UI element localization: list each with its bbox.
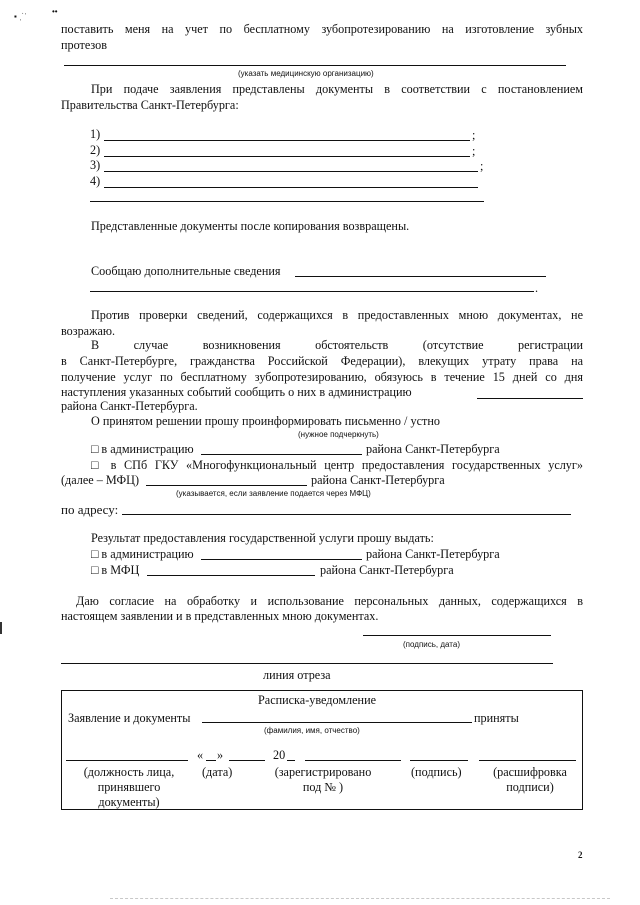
address-label: по адресу: <box>61 502 119 517</box>
additional-field[interactable] <box>90 291 534 292</box>
documents-intro: Правительства Санкт-Петербурга: <box>61 98 239 112</box>
obligation-line <box>91 338 583 354</box>
separator: ; <box>480 159 484 173</box>
consent-check-text: возражаю. <box>61 324 116 338</box>
word: регистрации <box>518 338 583 352</box>
address-field[interactable] <box>122 514 571 515</box>
result-mfc-field[interactable] <box>147 575 315 576</box>
personal-data-consent: настоящем заявлении и в представленных мною документах. <box>61 609 379 623</box>
cut-line <box>61 663 553 664</box>
field-caption: (указать медицинскую организацию) <box>238 69 374 78</box>
receipt-decode-field[interactable] <box>479 760 576 761</box>
notify-option-administration[interactable]: □ в администрацию <box>91 442 194 456</box>
notify-option-mfc[interactable]: □ в СПб ГКУ «Многофункциональный центр предоставления государственных услуг» <box>91 458 583 472</box>
word: случае <box>133 338 169 352</box>
receipt-year: 20 <box>273 748 286 762</box>
receipt-position-field[interactable] <box>66 760 188 761</box>
receipt-signature-field[interactable] <box>410 760 468 761</box>
document-number: 4) <box>90 174 101 188</box>
receipt-day-field[interactable] <box>206 760 216 761</box>
word: (отсутствие <box>422 338 484 352</box>
document-number: 3) <box>90 158 101 172</box>
result-option-administration[interactable]: □ в администрацию <box>91 547 194 561</box>
receipt-name-field[interactable] <box>202 722 472 723</box>
receipt-year-field[interactable] <box>287 760 295 761</box>
notify-line: О принятом решении прошу проинформировать письменно / устно <box>91 414 440 428</box>
separator: ; <box>472 144 476 158</box>
intro-line: протезов <box>61 38 108 52</box>
receipt-col-position: (должность лица, <box>83 765 175 779</box>
receipt-col-reg: под № ) <box>302 780 344 794</box>
receipt-regnum-field[interactable] <box>305 760 401 761</box>
cut-line-label: линия отреза <box>263 668 331 682</box>
period: . <box>535 281 539 295</box>
obligation-line: в Санкт-Петербурге, гражданства Российской Федерации), влекущих утрату права на <box>61 354 583 368</box>
signature-caption: (подпись, дата) <box>403 640 460 649</box>
receipt-col-position: принявшего <box>97 780 161 794</box>
document-number: 2) <box>90 143 101 157</box>
receipt-col-decode: подписи) <box>506 780 554 794</box>
returned-note: Представленные документы после копирования возвращены. <box>91 219 410 233</box>
word: обстоятельств <box>315 338 389 352</box>
notify-suffix: района Санкт-Петербурга <box>311 473 445 487</box>
receipt-title: Расписка-уведомление <box>258 693 377 707</box>
receipt-accepted: приняты <box>474 711 519 725</box>
scan-edge-line <box>110 898 610 899</box>
quote: » <box>217 748 224 762</box>
receipt-name-caption: (фамилия, имя, отчество) <box>264 726 360 735</box>
additional-label: Сообщаю дополнительные сведения <box>91 264 281 278</box>
scan-mark: ▪ ˌ˙ᐝ <box>14 12 27 21</box>
administration-field[interactable] <box>477 398 583 399</box>
result-admin-field[interactable] <box>201 559 362 560</box>
receipt-col-decode: (расшифровка <box>493 765 567 779</box>
documents-intro: При подаче заявления представлены документы в соответствии с постановлением <box>91 82 583 96</box>
document-field[interactable] <box>104 171 478 172</box>
obligation-line: наступления указанных событий сообщить о них в администрацию <box>61 385 412 399</box>
medical-org-field[interactable] <box>64 65 566 66</box>
document-field[interactable] <box>104 187 478 188</box>
separator: ; <box>472 128 476 142</box>
personal-data-consent: Даю согласие на обработку и использование персональных данных, содержащихся в <box>76 594 583 608</box>
result-option-mfc[interactable]: □ в МФЦ <box>91 563 140 577</box>
additional-field[interactable] <box>295 276 546 277</box>
document-field[interactable] <box>104 140 470 141</box>
obligation-line: получение услуг по бесплатному зубопротезированию, обязуюсь в течение 15 дней со дня <box>61 370 583 384</box>
quote: « <box>197 748 204 762</box>
result-line: Результат предоставления государственной услуги прошу выдать: <box>91 531 434 545</box>
obligation-line: района Санкт-Петербурга. <box>61 399 198 413</box>
receipt-col-reg: (зарегистрировано <box>274 765 372 779</box>
receipt-month-field[interactable] <box>229 760 265 761</box>
intro-line: поставить меня на учет по бесплатному зубопротезированию на изготовление зубных <box>61 22 583 36</box>
notify-admin-field[interactable] <box>201 454 362 455</box>
consent-check-text: Против проверки сведений, содержащихся в предоставленных мною документах, не <box>91 308 583 322</box>
document-field-extra[interactable] <box>90 201 484 202</box>
receipt-docs-label: Заявление и документы <box>68 711 191 725</box>
notify-mfc-field[interactable] <box>146 485 307 486</box>
word: В <box>91 338 100 352</box>
document-number: 1) <box>90 127 101 141</box>
page-number: 2 <box>578 850 583 860</box>
receipt-col-sign: (подпись) <box>411 765 462 779</box>
result-suffix: района Санкт-Петербурга <box>366 547 500 561</box>
document-field[interactable] <box>104 156 470 157</box>
scan-edge-mark <box>0 622 2 634</box>
receipt-col-position: документы) <box>98 795 160 809</box>
notify-caption: (нужное подчеркнуть) <box>298 430 379 439</box>
result-suffix: района Санкт-Петербурга <box>320 563 454 577</box>
scan-mark: •• <box>52 7 58 16</box>
notify-suffix: района Санкт-Петербурга <box>366 442 500 456</box>
word: возникновения <box>202 338 281 352</box>
receipt-col-date: (дата) <box>202 765 233 779</box>
notify-mfc-caption: (указывается, если заявление подается через МФЦ) <box>176 489 371 498</box>
signature-date-field[interactable] <box>363 635 551 636</box>
notify-mfc-prefix: (далее – МФЦ) <box>61 473 140 487</box>
